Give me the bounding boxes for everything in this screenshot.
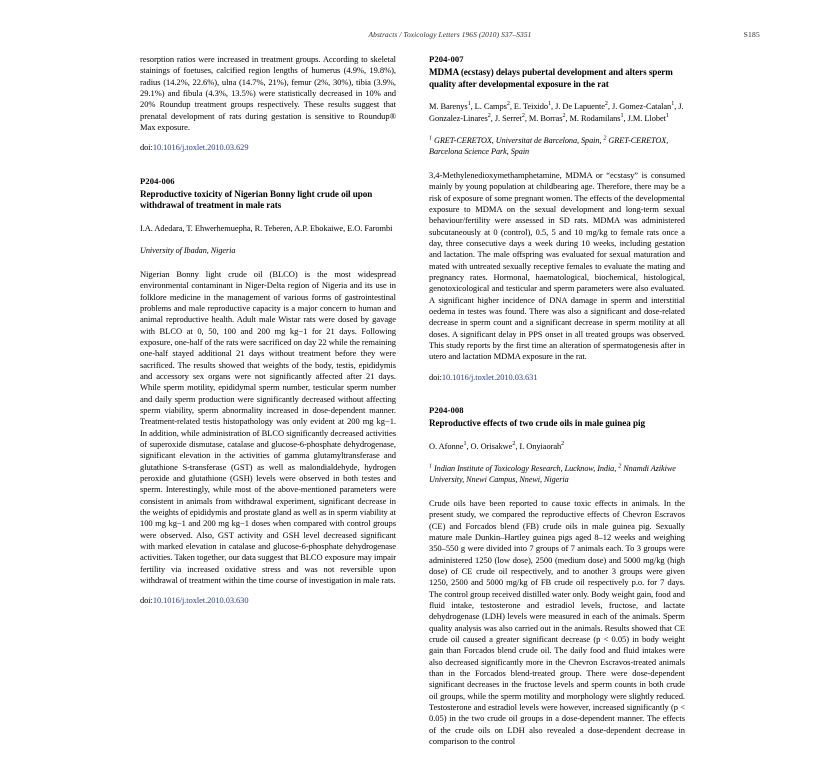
- continued-doi: [140, 142, 396, 153]
- doi-label: doi:: [429, 372, 442, 382]
- doi-label: doi:: [140, 143, 153, 153]
- abstract-p204-007: [429, 54, 685, 383]
- right-column: [429, 54, 685, 747]
- abstract-code: P204-007: [429, 54, 464, 64]
- running-head-title: Abstracts / Toxicology Letters 196S (2010) S37–S351: [368, 30, 532, 39]
- abstract-title: Reproductive effects of two crude oils in male guinea pig: [429, 418, 645, 429]
- two-column-layout: [140, 54, 685, 747]
- doi-label: doi:: [140, 596, 153, 606]
- abstract-authors: O. Afonne$^1$, O. Orisakwe$^2$, I. Onyiaorah$^2$: [429, 440, 565, 451]
- section-spacer: [429, 383, 685, 405]
- abstract-p204-008: [429, 405, 685, 747]
- abstract-code: P204-006: [140, 175, 175, 186]
- section-spacer: [140, 154, 396, 176]
- abstract-affiliation: University of Ibadan, Nigeria: [140, 246, 236, 256]
- abstract-title: MDMA (ecstasy) delays pubertal development and alters sperm quality after developmental exposure in the rat: [429, 67, 673, 89]
- doi-value[interactable]: 10.1016/j.toxlet.2010.03.629: [152, 143, 249, 153]
- doi-value[interactable]: 10.1016/j.toxlet.2010.03.630: [152, 596, 249, 606]
- abstract-body: Crude oils have been reported to cause toxic effects in animals. In the present study, we compared the reproductive effects of Chevron Escravos (CE) and Forcados blend (FB) crude oils in male guinea pig. Sexually mature male Dunkin–Hartley guinea pigs aged 8–12 weeks and weighing 350–550 g were divided into 7 groups of 7 animals each. To 3 groups were administered 1250 (low dose), 2500 (medium dose) and 5000 mg/kg (high dose) of CE crude oil respectively, and to another 3 groups were given 1250, 2500 and 5000 mg/kg of FB crude oil respectively p.o. for 7 days. The control group received distilled water only. Body weight gain, food and fluid intake, testosterone and estradiol levels, fructose, and lactate dehydrogenase (LDH) levels were measured in each of the animals. Sperm quality analysis was also carried out in the animals. Results showed that CE crude oil caused a greater significant decrease (p < 0.05) in body weight gain than Forcados blend crude oil. The daily food and fluid intakes were also decreased significantly more in the Chevron Escravos-treated animals than in the Forcados blend-treated group. There were dose-dependent significant decreases in the fructose levels and sperm counts in both crude oil groups, while the sperm motility and morphology were slightly reduced. Testosterone and estradiol levels were however, increased significantly (p < 0.05) in the two crude oil groups in a dose-dependent manner. The effects of the crude oils on LDH also revealed a dose-dependent decrease in comparison to the control: [429, 497, 685, 747]
- running-head: [140, 30, 760, 42]
- left-column: [140, 54, 396, 744]
- abstract-authors: M. Barenys$^1$, L. Camps$^2$, E. Teixido$^1$, J. De Lapuente$^2$, J. Gomez-Catalan$^1$, J. Gonzalez-Linares$^2$, J. Serret$^2$, M. Borras$^2$, M. Rodamilans$^1$, J.M. Llobet$^1$: [429, 101, 684, 123]
- abstract-body: Nigerian Bonny light crude oil (BLCO) is the most widespread environmental contaminant in Niger-Delta region of Nigeria and its use in folklore medicine in the management of various forms of gastrointestinal problems and male reproductive capacity is a major concern to human and animal reproductive health. Adult male Wistar rats were dosed by gavage with BLCO at 0, 50, 100 and 200 mg kg−1 for 21 days. Following exposure, one-half of the rats were sacrificed on day 22 while the remaining one-half stayed additional 21 days without treatment before they were sacrificed. The results showed that weights of the body, testis, epididymis and accessory sex organs were not significantly affected after 21 days. While sperm motility, epididymal sperm number, testicular sperm number and daily sperm production were significantly decreased without affecting sperm viability, sperm abnormality increased in dose-dependent manner. Treatment-related testis histopathology was only evident at 200 mg kg−1. In addition, while administration of BLCO significantly decreased activities of superoxide dismutase, catalase and glucose-6-phosphate dehydrogenase, significant elevation in the activities of gamma glutamyltransferase and glutathione S-transferase (GST) as well as malondialdehyde, hydrogen peroxide and glutathione (GSH) levels were observed in both testes and sperm. Interestingly, while most of the above-mentioned parameters were consistent in animals from withdrawal experiment, significant decrease in the weights of epididymis and prostate gland as well as in sperm viability at 100 mg kg−1 and 200 mg kg−1 doses when compared with control groups were observed. Also, GST activity and GSH level decreased significant with marked elevation in catalase and glucose-6-phosphate dehydrogenase activities. Taken together, our data suggest that BLCO exposure may impair fertility via increased oxidative stress and was not reversible upon withdrawal of treatment within the time course of investigation in male rats.: [140, 268, 396, 586]
- abstract-doi: [429, 372, 685, 383]
- abstract-code: P204-008: [429, 405, 464, 416]
- page-number: S185: [743, 30, 760, 39]
- abstract-affiliation: $^1$ Indian Institute of Toxicology Research, Lucknow, India, $^2$ Nnamdi Azikiwe University, Nnewi Campus, Nnewi, Nigeria: [429, 463, 676, 485]
- doi-value[interactable]: 10.1016/j.toxlet.2010.03.631: [441, 372, 538, 382]
- abstract-body: 3,4-Methylenedioxymethamphetamine, MDMA or “ecstasy” is consumed mainly by young population at childbearing age. Therefore, there may be a risk of exposure of some pregnant women. The effects of the developmental exposure to MDMA on the sexual development and long-term sexual behaviour/fertility were assessed in SD rats. MDMA was administered subcutaneously at 0 (control), 0.5, 5 and 10 mg/kg to female rats once a day, three consecutive days a week during 10 weeks, including gestation and lactation. The male offspring was evaluated for sexual maturation and mated with untreated sexually receptive females to evaluate the mating and pregnancy rates. Hormonal, haematological, biochemical, histological, genotoxicological and testicular and sperm parameters were also evaluated. A significant higher incidence of DNA damage in sperm and interstitial oedema in testes was found. There was also a significant and dose-related decrease in sperm count and a significant decrease in sperm motility at all doses. A significant delay in PPS onset in all treated groups was observed. This study reports by the first time an alteration of spermatogenesis after in utero and lactation MDMA exposure in the rat.: [429, 169, 685, 362]
- abstract-title: Reproductive toxicity of Nigerian Bonny light crude oil upon withdrawal of treatment in male rats: [140, 188, 373, 211]
- abstract-doi: [140, 595, 396, 606]
- abstract-p204-006: [140, 176, 396, 607]
- abstract-affiliation: $^1$ GRET-CERETOX, Universitat de Barcelona, Spain, $^2$ GRET-CERETOX, Barcelona Science Park, Spain: [429, 135, 669, 157]
- continued-paragraph: resorption ratios were increased in treatment groups. According to skeletal stainings of foetuses, calcified region lengths of humerus (4.9%, 19.8%), radius (14.2%, 22.6%), ulna (14.7%, 21%), femur (2%, 30%), tibia (3.9%, 29.1%) and fibula (4.3%, 13.5%) were statistically decreased in 10% and 20% Roundup treatment groups respectively. These results suggest that prenatal development of rats during gestation is sensitive to Roundup® Max exposure.: [140, 54, 396, 133]
- abstract-authors: I.A. Adedara, T. Ehwerhemuepha, R. Teberen, A.P. Ebokaiwe, E.O. Farombi: [140, 224, 393, 233]
